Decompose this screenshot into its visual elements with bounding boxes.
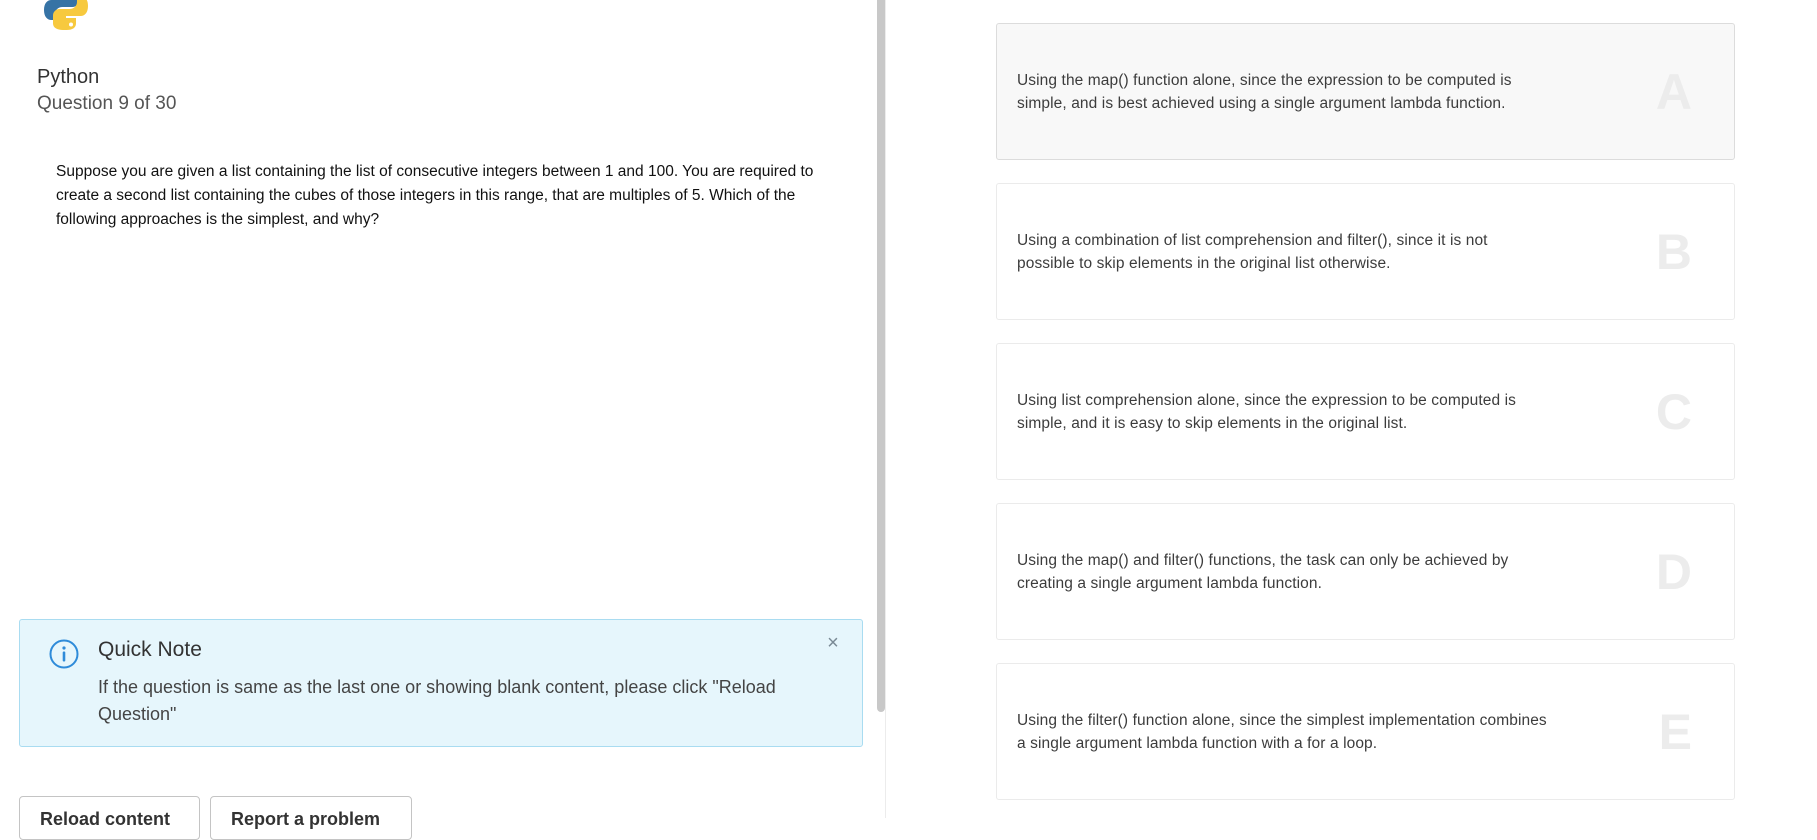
question-panel — [0, 0, 876, 829]
option-text: Using the filter() function alone, since the simplest implementation combines a single argument lambda function with a for a loop. — [1017, 711, 1547, 752]
option-letter: E — [1658, 703, 1692, 760]
quick-note-title: Quick Note — [98, 638, 202, 661]
panel-divider — [885, 0, 886, 818]
python-logo-icon — [42, 0, 90, 32]
option-letter: D — [1655, 543, 1692, 600]
option-d[interactable] — [996, 503, 1735, 640]
option-letter: A — [1655, 63, 1692, 120]
option-a[interactable] — [996, 23, 1735, 160]
close-icon[interactable]: × — [827, 632, 839, 654]
option-letter: C — [1655, 383, 1692, 440]
option-letter: B — [1655, 223, 1692, 280]
option-text: Using the map() and filter() functions, the task can only be achieved by creating a single argument lambda function. — [1017, 551, 1509, 592]
subject-title: Python — [37, 66, 100, 88]
scrollbar[interactable] — [877, 0, 885, 712]
quick-note-body: If the question is same as the last one or showing blank content, please click "Reload Question" — [98, 677, 776, 724]
info-icon — [49, 639, 79, 669]
option-e[interactable] — [996, 663, 1735, 800]
option-c[interactable] — [996, 343, 1735, 480]
option-b[interactable] — [996, 183, 1735, 320]
option-text: Using the map() function alone, since the expression to be computed is simple, and is best achieved using a single argument lambda function. — [1017, 71, 1512, 112]
reload-content-button[interactable]: Reload content — [19, 796, 200, 840]
question-text: Suppose you are given a list containing the list of consecutive integers between 1 and 100. You are required to create a second list containing the cubes of those integers in this range, that are multiples of 5. Which of the following approaches is the simplest, and why? — [56, 163, 814, 228]
question-counter: Question 9 of 30 — [37, 93, 177, 114]
option-text: Using a combination of list comprehension and filter(), since it is not possible to skip elements in the original list otherwise. — [1017, 231, 1488, 272]
report-problem-button[interactable]: Report a problem — [210, 796, 412, 840]
option-text: Using list comprehension alone, since the expression to be computed is simple, and it is easy to skip elements in the original list. — [1017, 391, 1516, 432]
quick-note-banner — [19, 619, 863, 747]
